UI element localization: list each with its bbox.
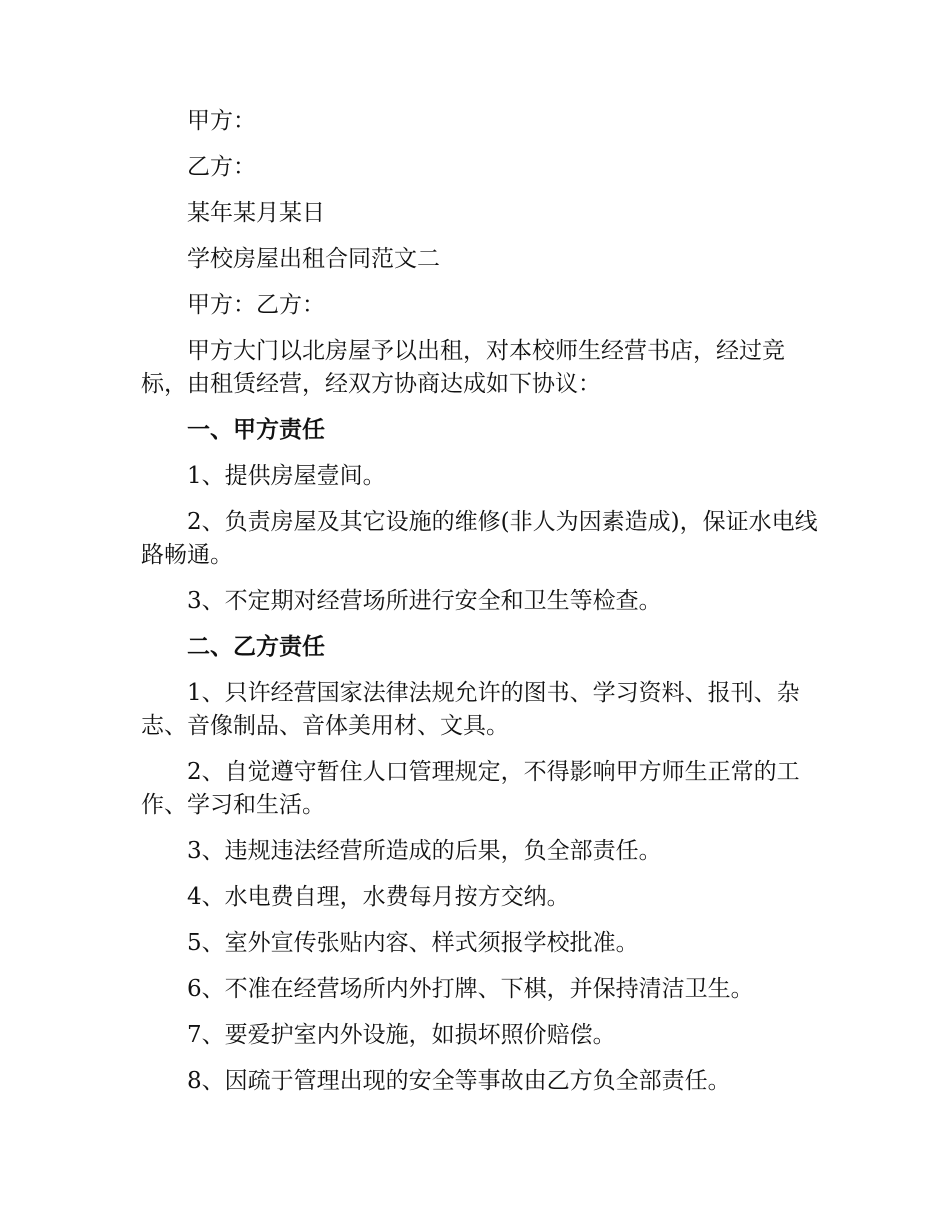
section-heading-party-b: 二、乙方责任 (187, 634, 325, 660)
clause-a-3: 3、不定期对经营场所进行安全和卫生等检查。 (187, 588, 662, 614)
clause-b-8: 8、因疏于管理出现的安全等事故由乙方负全部责任。 (187, 1068, 731, 1094)
party-b-line: 乙方： (187, 154, 256, 180)
clause-a-2: 2、负责房屋及其它设施的维修(非人为因素造成)，保证水电线路畅通。 (141, 509, 818, 568)
clause-b-5: 5、室外宣传张贴内容、样式须报学校批准。 (187, 930, 639, 956)
parties-line: 甲方：乙方： (187, 292, 325, 318)
clause-a-1: 1、提供房屋壹间。 (187, 463, 386, 489)
date-line: 某年某月某日 (187, 200, 325, 226)
clause-b-2: 2、自觉遵守暂住人口管理规定，不得影响甲方师生正常的工作、学习和生活。 (141, 759, 800, 818)
clause-b-3: 3、违规违法经营所造成的后果，负全部责任。 (187, 838, 662, 864)
intro-paragraph: 甲方大门以北房屋予以出租，对本校师生经营书店，经过竞标，由租赁经营，经双方协商达成如下协议： (141, 338, 785, 397)
document-body (141, 105, 821, 1111)
section-heading-party-a: 一、甲方责任 (187, 417, 325, 443)
clause-b-4: 4、水电费自理，水费每月按方交纳。 (187, 884, 570, 910)
party-a-line: 甲方： (187, 108, 256, 134)
clause-b-7: 7、要爱护室内外设施，如损坏照价赔偿。 (187, 1022, 616, 1048)
clause-b-6: 6、不准在经营场所内外打牌、下棋，并保持清洁卫生。 (187, 976, 754, 1002)
document-title: 学校房屋出租合同范文二 (187, 246, 440, 272)
clause-b-1: 1、只许经营国家法律法规允许的图书、学习资料、报刊、杂志、音像制品、音体美用材、文具。 (141, 680, 800, 739)
